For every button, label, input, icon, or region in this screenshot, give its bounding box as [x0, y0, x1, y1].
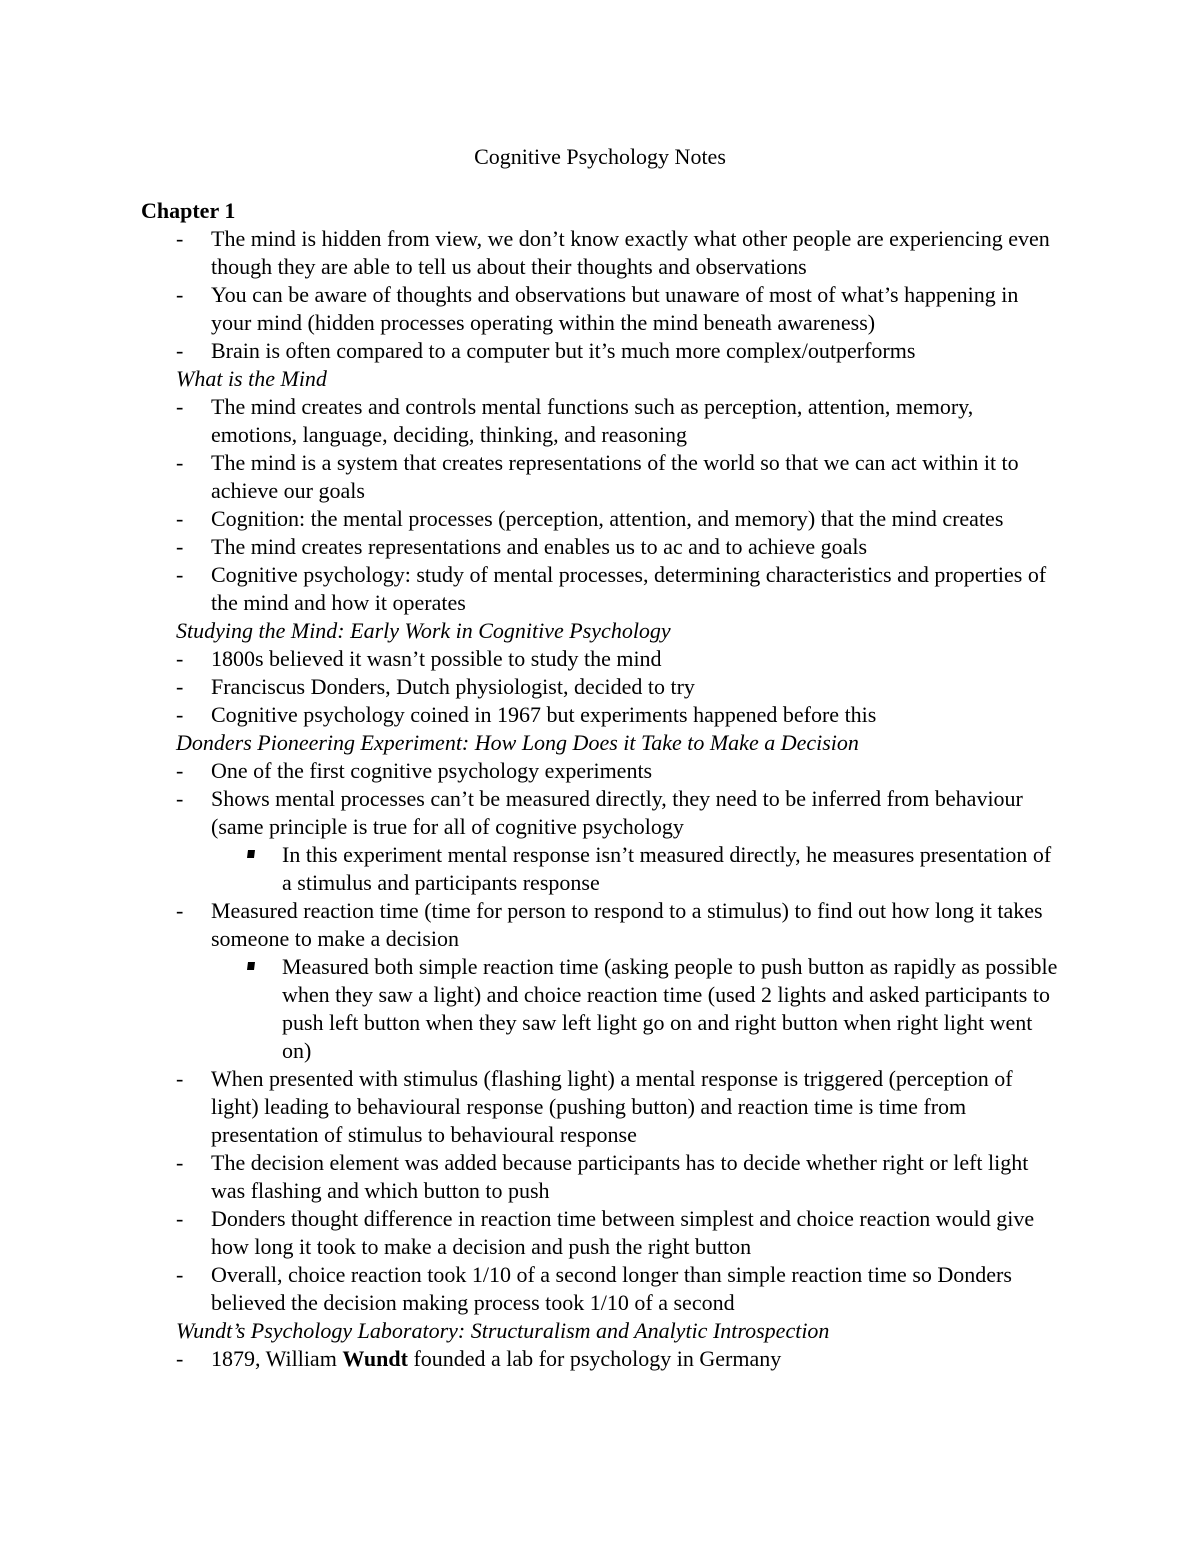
list-item — [0, 785, 1200, 841]
list-item — [0, 1149, 1200, 1205]
dash-bullet-icon: - — [176, 506, 184, 531]
section-heading: Studying the Mind: Early Work in Cognitive Psychology — [176, 618, 671, 643]
dash-bullet-icon: - — [176, 562, 184, 587]
list-item-text: 1879, William — [211, 1346, 343, 1371]
list-item — [0, 701, 1200, 729]
dash-bullet-icon: - — [176, 1206, 184, 1231]
list-item — [0, 533, 1200, 561]
list-item — [0, 225, 1200, 281]
list-item-text: 1800s believed it wasn’t possible to study the mind — [211, 646, 662, 671]
list-item — [0, 645, 1200, 673]
dash-bullet-icon: - — [176, 786, 184, 811]
section-heading: Wundt’s Psychology Laboratory: Structuralism and Analytic Introspection — [176, 1318, 830, 1343]
dash-bullet-icon: - — [176, 1346, 184, 1371]
list-item-text: Donders thought difference in reaction time between simplest and choice reaction would give how long it took to make a decision and push the right button — [211, 1206, 1035, 1259]
dash-bullet-icon: - — [176, 898, 184, 923]
sub-list-item-text: In this experiment mental response isn’t measured directly, he measures presentation of a stimulus and participants response — [282, 842, 1052, 895]
dash-bullet-icon: - — [176, 394, 184, 419]
dash-bullet-icon: - — [176, 674, 184, 699]
list-item-text: The mind is hidden from view, we don’t know exactly what other people are experiencing even though they are able to tell us about their thoughts and observations — [211, 226, 1050, 279]
list-item — [0, 561, 1200, 617]
list-item-text: One of the first cognitive psychology experiments — [211, 758, 653, 783]
list-item-text: The mind creates representations and enables us to ac and to achieve goals — [211, 534, 868, 559]
list-item-text: When presented with stimulus (flashing light) a mental response is triggered (perception of light) leading to behavioural response (pushing button) and reaction time is time from presentation of stimulus to behavioural response — [211, 1066, 1013, 1147]
list-item-text: Cognitive psychology: study of mental processes, determining characteristics and properties of the mind and how it operates — [211, 562, 1047, 615]
notes-content — [0, 225, 1200, 1373]
list-item — [0, 281, 1200, 337]
list-item-text: Overall, choice reaction took 1/10 of a second longer than simple reaction time so Donders believed the decision making process took 1/10 of a second — [211, 1262, 1012, 1315]
list-item — [0, 1345, 1200, 1373]
list-item — [0, 673, 1200, 701]
section-heading: Donders Pioneering Experiment: How Long Does it Take to Make a Decision — [176, 730, 859, 755]
dash-bullet-icon: - — [176, 450, 184, 475]
dash-bullet-icon: - — [176, 702, 184, 727]
list-item — [0, 337, 1200, 365]
list-item-text: You can be aware of thoughts and observations but unaware of most of what’s happening in your mind (hidden processes operating within the mind beneath awareness) — [211, 282, 1019, 335]
list-item-text: The mind creates and controls mental functions such as perception, attention, memory, emotions, language, deciding, thinking, and reasoning — [211, 394, 974, 447]
sub-list-item — [0, 841, 1200, 897]
dash-bullet-icon: - — [176, 1066, 184, 1091]
list-item — [0, 505, 1200, 533]
dash-bullet-icon: - — [176, 534, 184, 559]
dash-bullet-icon: - — [176, 282, 184, 307]
dash-bullet-icon: - — [176, 646, 184, 671]
dash-bullet-icon: - — [176, 758, 184, 783]
sub-list-item-text: Measured both simple reaction time (asking people to push button as rapidly as possible when they saw a light) and choice reaction time (used 2 lights and asked participants to push left button when they saw left light go on and right button when right light went on) — [282, 954, 1058, 1063]
list-item-text: The decision element was added because participants has to decide whether right or left light was flashing and which button to push — [211, 1150, 1029, 1203]
dash-bullet-icon: - — [176, 1150, 184, 1175]
dash-bullet-icon: - — [176, 338, 184, 363]
list-item-text: Shows mental processes can’t be measured directly, they need to be inferred from behaviour (same principle is true for all of cognitive psychology — [211, 786, 1023, 839]
list-item-text: Cognition: the mental processes (perception, attention, and memory) that the mind creates — [211, 506, 1004, 531]
list-item — [0, 897, 1200, 953]
list-item — [0, 1205, 1200, 1261]
square-bullet-icon — [247, 962, 255, 970]
bold-name: Wundt — [342, 1346, 408, 1371]
list-item-text: The mind is a system that creates representations of the world so that we can act within it to achieve our goals — [211, 450, 1019, 503]
document-title: Cognitive Psychology Notes — [474, 144, 726, 169]
list-item-text: Franciscus Donders, Dutch physiologist, decided to try — [211, 674, 695, 699]
list-item — [0, 757, 1200, 785]
list-item — [0, 449, 1200, 505]
square-bullet-icon — [247, 850, 255, 858]
section-heading: What is the Mind — [176, 366, 327, 391]
dash-bullet-icon: - — [176, 1262, 184, 1287]
list-item-text: Cognitive psychology coined in 1967 but experiments happened before this — [211, 702, 877, 727]
chapter-heading: Chapter 1 — [141, 198, 236, 223]
list-item — [0, 1261, 1200, 1317]
list-item-text: founded a lab for psychology in Germany — [407, 1346, 782, 1371]
dash-bullet-icon: - — [176, 226, 184, 251]
list-item-text: Brain is often compared to a computer but it’s much more complex/outperforms — [211, 338, 916, 363]
list-item — [0, 393, 1200, 449]
list-item — [0, 1065, 1200, 1149]
list-item-text: Measured reaction time (time for person to respond to a stimulus) to find out how long it takes someone to make a decision — [211, 898, 1043, 951]
sub-list-item — [0, 953, 1200, 1065]
